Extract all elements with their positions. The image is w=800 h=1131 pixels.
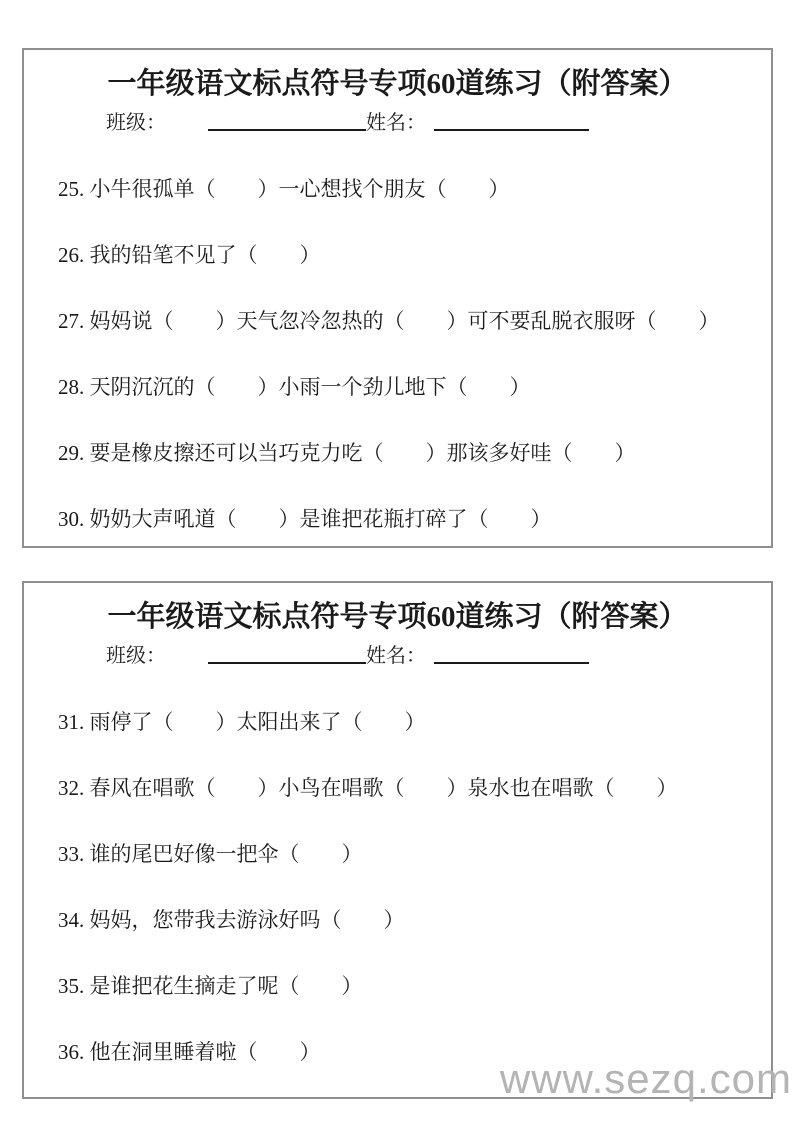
question-26: 26. 我的铅笔不见了（ ） (58, 243, 321, 267)
question-30: 30. 奶奶大声吼道（ ）是谁把花瓶打碎了（ ） (58, 507, 552, 531)
class-name-row (106, 639, 589, 668)
question-33: 33. 谁的尾巴好像一把伞（ ） (58, 842, 363, 866)
question-35: 35. 是谁把花生摘走了呢（ ） (58, 974, 363, 998)
name-label: 姓名： (366, 112, 426, 134)
question-27: 27. 妈妈说（ ）天气忽冷忽热的（ ）可不要乱脱衣服呀（ ） (58, 309, 720, 333)
name-label: 姓名： (366, 645, 426, 667)
name-blank-line (434, 115, 589, 131)
class-blank-line (208, 648, 366, 664)
worksheet-page-2 (22, 581, 773, 1099)
watermark-text: www.sezq.com (499, 1055, 792, 1102)
class-label: 班级： (106, 645, 166, 667)
question-32: 32. 春风在唱歌（ ）小鸟在唱歌（ ）泉水也在唱歌（ ） (58, 776, 678, 800)
question-25: 25. 小牛很孤单（ ）一心想找个朋友（ ） (58, 177, 510, 201)
class-blank-line (208, 115, 366, 131)
class-label: 班级： (106, 112, 166, 134)
question-36: 36. 他在洞里睡着啦（ ） (58, 1040, 321, 1064)
question-34: 34. 妈妈，您带我去游泳好吗（ ） (58, 908, 405, 932)
worksheet-title: 一年级语文标点符号专项60道练习（附答案） (107, 601, 688, 633)
question-31: 31. 雨停了（ ）太阳出来了（ ） (58, 710, 426, 734)
worksheet-title: 一年级语文标点符号专项60道练习（附答案） (107, 68, 688, 100)
name-blank-line (434, 648, 589, 664)
question-28: 28. 天阴沉沉的（ ）小雨一个劲儿地下（ ） (58, 375, 531, 399)
worksheet-page-1 (22, 48, 773, 548)
class-name-row (106, 106, 589, 135)
question-29: 29. 要是橡皮擦还可以当巧克力吃（ ）那该多好哇（ ） (58, 441, 636, 465)
